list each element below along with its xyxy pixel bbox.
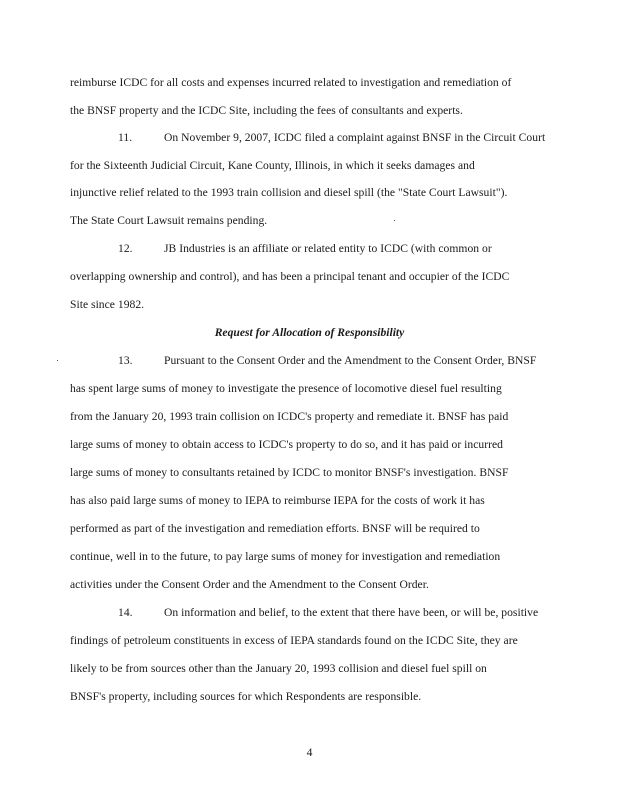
paragraph-number: 14. (118, 606, 133, 619)
paragraph-13-first-line (118, 354, 536, 368)
paragraph-text: Pursuant to the Consent Order and the Amendment to the Consent Order, BNSF (164, 354, 537, 367)
paragraph-13-line-7: performed as part of the investigation and remediation efforts. BNSF will be required to (70, 522, 480, 535)
paragraph-13-line-3: from the January 20, 1993 train collision on ICDC's property and remediate it. BNSF has paid (70, 410, 509, 423)
paragraph-13-line-8: continue, well in to the future, to pay large sums of money for investigation and remediation (70, 550, 501, 563)
paragraph-13-line-6: has also paid large sums of money to IEPA to reimburse IEPA for the costs of work it has (70, 494, 485, 507)
paragraph-13-line-9: activities under the Consent Order and the Amendment to the Consent Order. (70, 578, 429, 591)
paragraph-14-line-2: findings of petroleum constituents in excess of IEPA standards found on the ICDC Site, they are (70, 634, 518, 647)
scan-speck (394, 220, 395, 221)
paragraph-11-line-4: The State Court Lawsuit remains pending. (70, 214, 268, 227)
paragraph-13-line-4: large sums of money to obtain access to ICDC's property to do so, and it has paid or incurred (70, 438, 503, 451)
paragraph-text: JB Industries is an affiliate or related entity to ICDC (with common or (164, 242, 492, 255)
paragraph-13-line-5: large sums of money to consultants retained by ICDC to monitor BNSF's investigation. BNSF (70, 466, 509, 479)
paragraph-number: 11. (118, 131, 133, 144)
paragraph-12-line-2: overlapping ownership and control), and has been a principal tenant and occupier of the ICDC (70, 270, 510, 283)
paragraph-number: 12. (118, 242, 133, 255)
paragraph-11-line-2: for the Sixteenth Judicial Circuit, Kane County, Illinois, in which it seeks damages and (70, 159, 475, 172)
paragraph-14-line-4: BNSF's property, including sources for which Respondents are responsible. (70, 690, 422, 703)
continuation-line-1: reimburse ICDC for all costs and expenses incurred related to investigation and remediation of (70, 76, 512, 89)
continuation-line-2: the BNSF property and the ICDC Site, including the fees of consultants and experts. (70, 104, 463, 117)
paragraph-12-line-3: Site since 1982. (70, 298, 145, 311)
paragraph-11-first-line (118, 131, 545, 145)
paragraph-13-line-2: has spent large sums of money to investigate the presence of locomotive diesel fuel resulting (70, 382, 502, 395)
section-heading: Request for Allocation of Responsibility (214, 326, 405, 339)
paragraph-number: 13. (118, 354, 133, 367)
paragraph-14-first-line (118, 606, 538, 620)
paragraph-12-first-line (118, 242, 492, 256)
paragraph-text: On November 9, 2007, ICDC filed a complaint against BNSF in the Circuit Court (164, 131, 546, 144)
page-number: 4 (306, 746, 313, 759)
scan-speck (57, 360, 58, 361)
paragraph-14-line-3: likely to be from sources other than the January 20, 1993 collision and diesel fuel spill on (70, 662, 487, 675)
paragraph-text: On information and belief, to the extent that there have been, or will be, positive (164, 606, 539, 619)
paragraph-11-line-3: injunctive relief related to the 1993 train collision and diesel spill (the "State Court Lawsuit"). (70, 186, 508, 199)
